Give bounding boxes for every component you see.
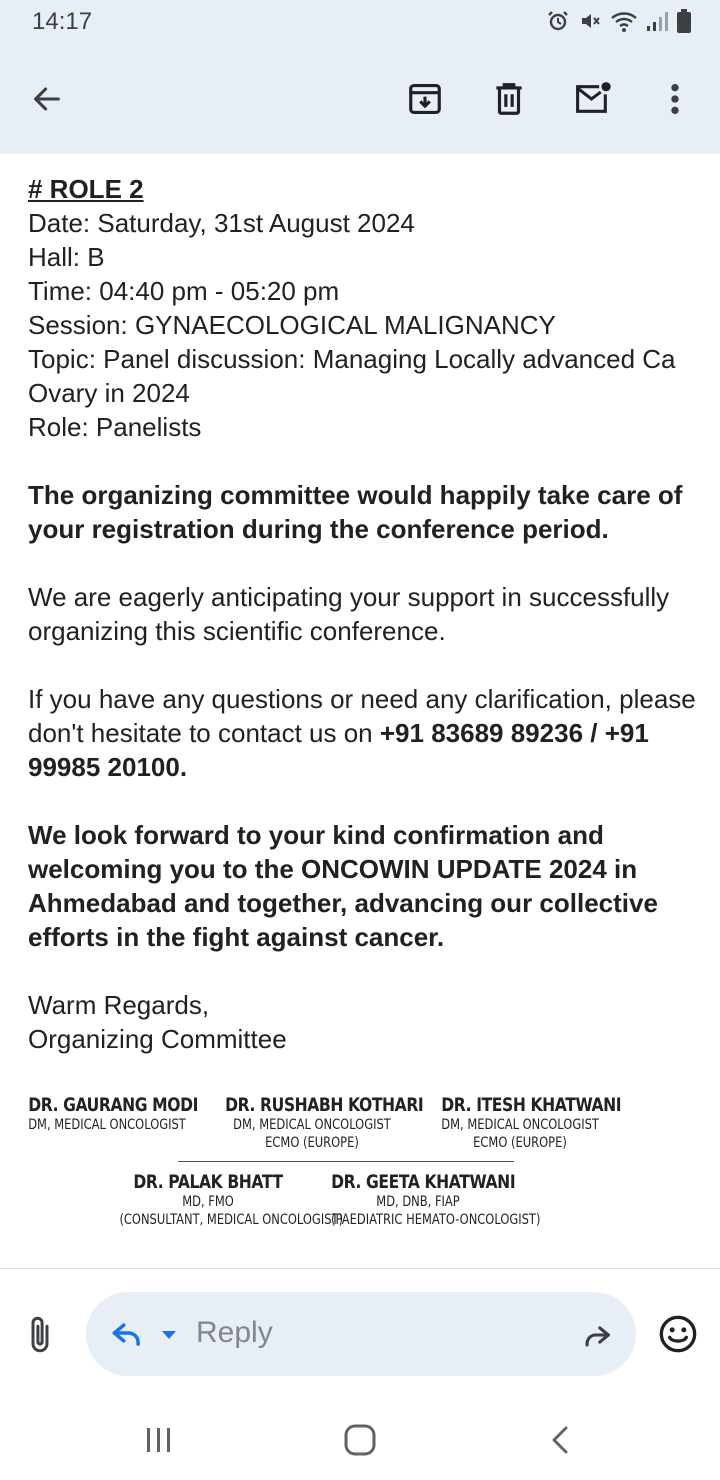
attachment-button[interactable]: [24, 1314, 60, 1356]
signature-name: DR. ITESH KHATWANI: [441, 1094, 622, 1116]
status-icons: [546, 8, 692, 34]
reply-placeholder: Reply: [196, 1316, 273, 1349]
wifi-icon: [610, 9, 638, 33]
status-time: 14:17: [32, 8, 93, 35]
chevron-down-icon[interactable]: [160, 1328, 178, 1346]
contact-intro: If you have any questions or need any clarification, please don't hesitate to contact us on: [28, 684, 696, 748]
signature-gaurang-modi: [12, 1094, 199, 1134]
signature-credential: ECMO (EUROPE): [473, 1135, 567, 1151]
forward-icon[interactable]: [580, 1318, 614, 1357]
attachment-icon: [24, 1314, 56, 1356]
reply-divider: [0, 1268, 720, 1269]
mark-unread-icon: [573, 80, 613, 118]
signature-name: DR. RUSHABH KOTHARI: [225, 1094, 424, 1116]
email-toolbar: [0, 44, 720, 154]
back-icon[interactable]: [548, 1422, 574, 1463]
arrow-left-icon: [30, 82, 64, 116]
event-session: Session: GYNAECOLOGICAL MALIGNANCY: [28, 310, 556, 340]
event-role: Role: Panelists: [28, 412, 202, 442]
event-time: Time: 04:40 pm - 05:20 pm: [28, 276, 340, 306]
signature-name: DR. GAURANG MODI: [28, 1094, 199, 1116]
more-options-button[interactable]: [648, 72, 702, 126]
signature-name: DR. GEETA KHATWANI: [331, 1171, 516, 1193]
contact-numbers[interactable]: +91 83689 89236 / +91 99985 20100.: [28, 718, 649, 782]
archive-button[interactable]: [398, 72, 452, 126]
signature-credential: MD, FMO: [182, 1194, 234, 1210]
registration-note: The organizing committee would happily take care of your registration during the conference period.: [28, 480, 683, 544]
signature-credential: (CONSULTANT, MEDICAL ONCOLOGIST): [119, 1212, 343, 1228]
back-button[interactable]: [20, 72, 74, 126]
delete-icon: [490, 80, 528, 118]
signature-itesh-khatwani: [424, 1094, 622, 1152]
alarm-icon: [546, 9, 570, 33]
battery-icon: [676, 8, 692, 34]
event-date: Date: Saturday, 31st August 2024: [28, 208, 415, 238]
signature-credential: MD, DNB, FIAP: [376, 1194, 460, 1210]
signature-palak-bhatt: [100, 1171, 343, 1229]
signal-icon: [646, 9, 668, 33]
reply-field[interactable]: [86, 1292, 636, 1376]
home-icon[interactable]: [342, 1422, 378, 1463]
more-vert-icon: [669, 82, 681, 116]
delete-button[interactable]: [482, 72, 536, 126]
closing-paragraph: We look forward to your kind confirmation and welcoming you to the ONCOWIN UPDATE 2024 in Ahmedabad and together, advancing our collective efforts in the fight against cancer.: [28, 820, 658, 952]
mark-unread-button[interactable]: [566, 72, 620, 126]
contact-paragraph: [28, 682, 700, 784]
signature-credential: (PAEDIATRIC HEMATO-ONCOLOGIST): [331, 1212, 541, 1228]
archive-icon: [406, 80, 444, 118]
signature-rushabh-kothari: [206, 1094, 424, 1152]
email-body: [28, 172, 700, 1056]
signature-credential: DM, MEDICAL ONCOLOGIST: [233, 1117, 391, 1133]
status-bar: [0, 0, 720, 44]
signature-name: DR. PALAK BHATT: [133, 1171, 283, 1193]
emoji-icon: [658, 1314, 698, 1354]
signature-credential: DM, MEDICAL ONCOLOGIST: [28, 1117, 186, 1133]
event-topic: Topic: Panel discussion: Managing Locally advanced Ca Ovary in 2024: [28, 344, 676, 408]
event-hall: Hall: B: [28, 242, 105, 272]
signature-credential: DM, MEDICAL ONCOLOGIST: [441, 1117, 599, 1133]
signature-credential: ECMO (EUROPE): [265, 1135, 359, 1151]
signature-divider: [178, 1161, 514, 1162]
recents-icon[interactable]: [144, 1422, 174, 1463]
signoff-text: Organizing Committee: [28, 1024, 287, 1054]
anticipation-text: We are eagerly anticipating your support in successfully organizing this scientific conference.: [28, 582, 670, 646]
regards-text: Warm Regards,: [28, 990, 210, 1020]
reply-icon: [108, 1314, 146, 1357]
role-heading: # ROLE 2: [28, 174, 144, 204]
emoji-button[interactable]: [658, 1314, 698, 1359]
system-nav-bar: [0, 1400, 720, 1480]
mute-icon: [578, 9, 602, 33]
signature-geeta-khatwani: [312, 1171, 541, 1229]
